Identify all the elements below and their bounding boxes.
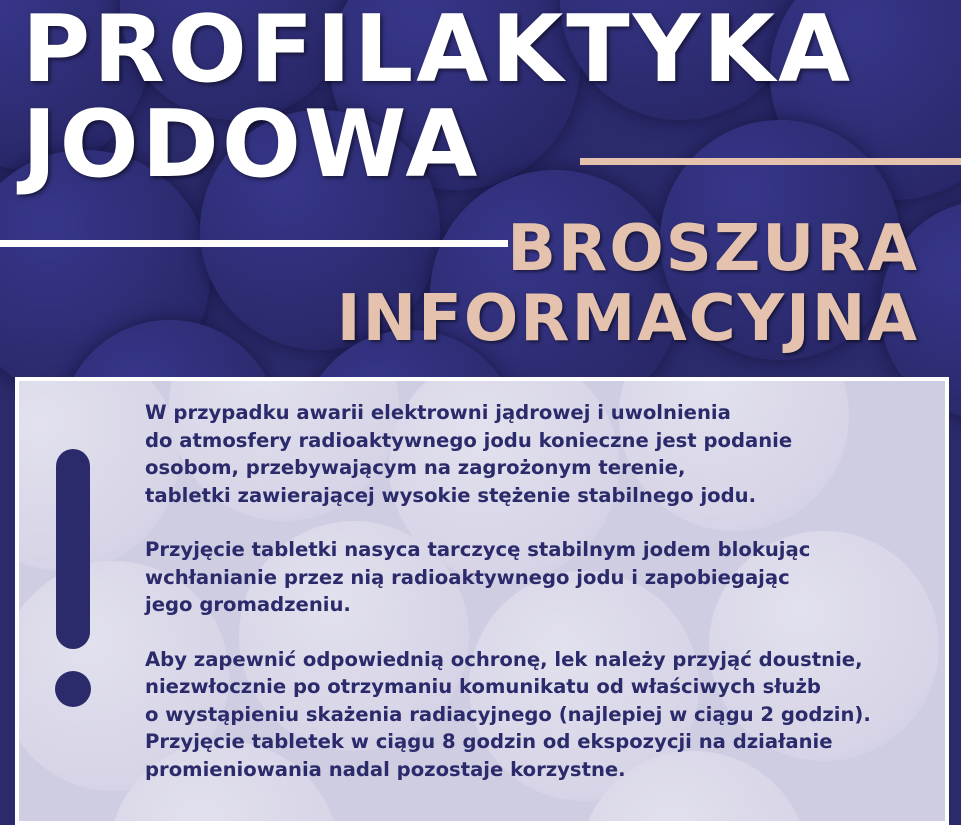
exclamation-icon (53, 449, 93, 714)
title-line-1: PROFILAKTYKA (22, 0, 854, 103)
p3-line: o wystąpieniu skażenia radiacyjnego (najlepiej w ciągu 2 godzin). (145, 702, 871, 726)
p3-line: niezwłocznie po otrzymaniu komunikatu od właściwych służb (145, 675, 821, 698)
p1-line: do atmosfery radioaktywnego jodu konieczne jest podanie (145, 428, 793, 452)
subtitle-line-1: BROSZURA (507, 212, 919, 286)
info-text (145, 399, 935, 810)
p1-line: tabletki zawierającej wysokie stężenie stabilnego jodu. (145, 483, 757, 507)
p3-line: Aby zapewnić odpowiednią ochronę, lek należy przyjąć doustnie, (145, 647, 863, 671)
accent-divider-beige (580, 158, 961, 165)
info-box (15, 377, 949, 825)
p2-line: jego gromadzeniu. (145, 593, 351, 616)
title-line-2: JODOWA (22, 90, 481, 198)
p3-line: Przyjęcie tabletek w ciągu 8 godzin od ekspozycji na działanie (145, 730, 833, 753)
p2-line: Przyjęcie tabletki nasyca tarczycę stabilnym jodem blokując (145, 538, 811, 561)
p2-line: wchłanianie przez nią radioaktywnego jodu i zapobiegając (145, 565, 790, 589)
paragraph-3 (145, 646, 935, 784)
subtitle-line-2: INFORMACYJNA (336, 282, 919, 356)
paragraph-1 (145, 399, 935, 509)
subtitle (337, 214, 919, 354)
p1-line: osobom, przebywającym na zagrożonym terenie, (145, 456, 686, 479)
paragraph-2 (145, 536, 935, 619)
p3-line: promieniowania nadal pozostaje korzystne. (145, 757, 626, 781)
p1-line: W przypadku awarii elektrowni jądrowej i uwolnienia (145, 401, 731, 424)
